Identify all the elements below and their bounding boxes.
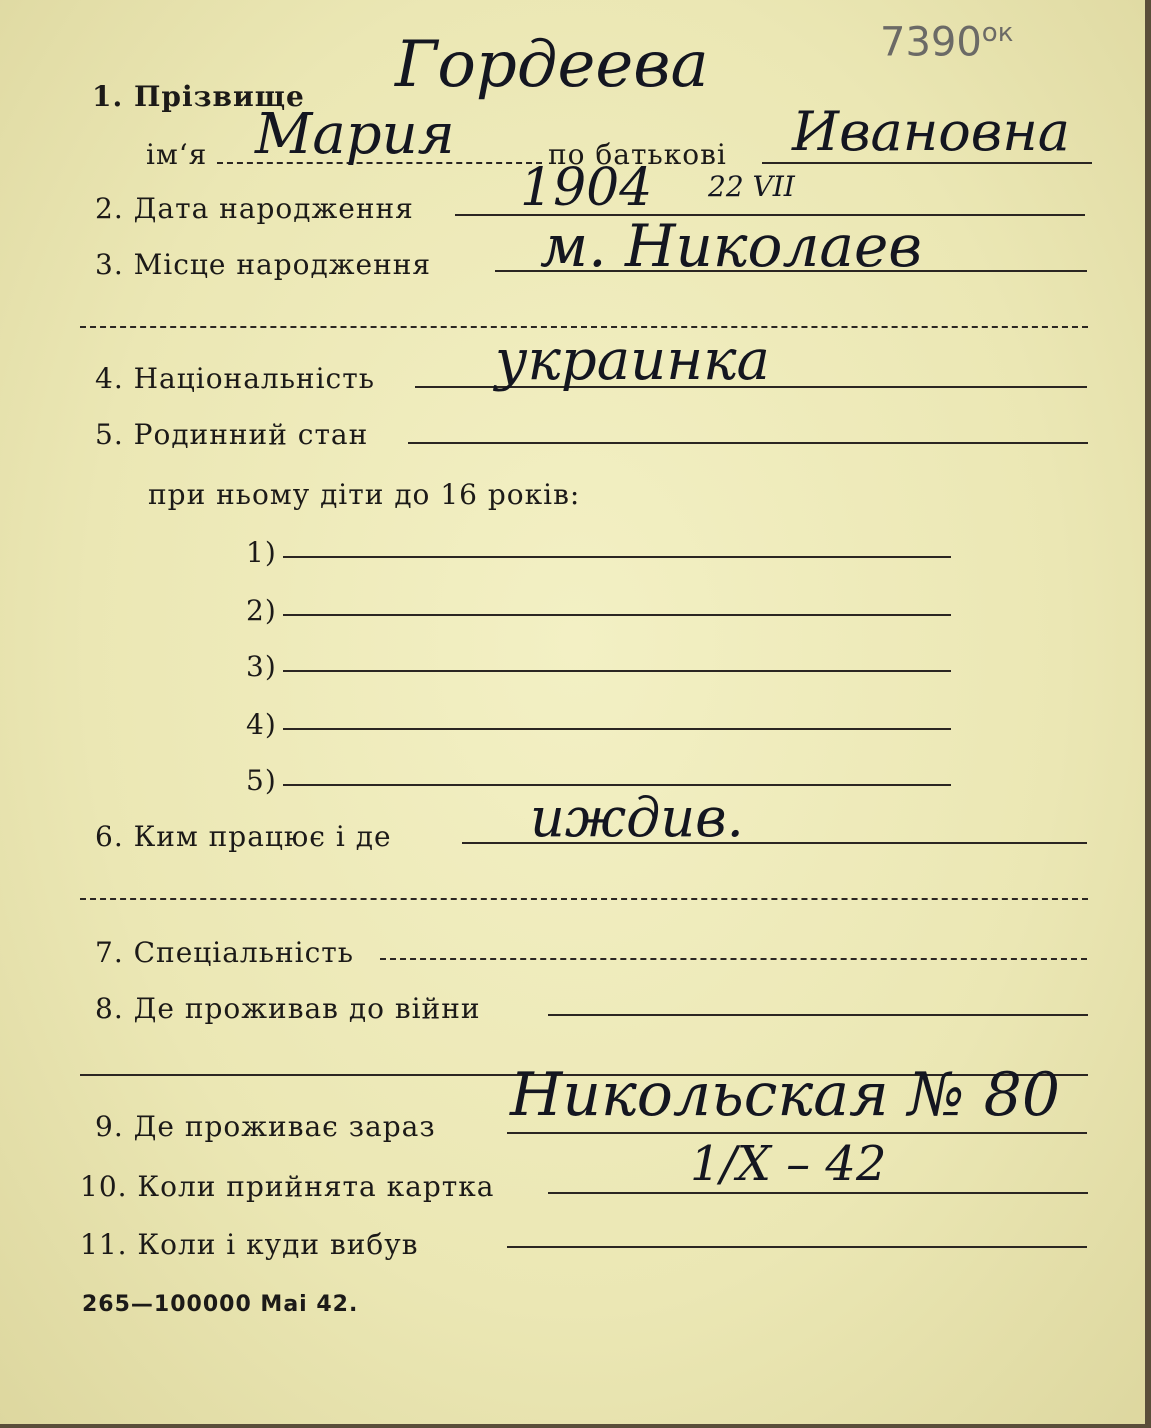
card-edge-right (1145, 0, 1151, 1428)
archive-number: $7390^{ок}$ (880, 18, 1014, 66)
child-2-line (283, 614, 951, 616)
children-label: при ньому діти до 16 років: (148, 478, 581, 511)
name-label: ім‘я (146, 138, 208, 171)
current-residence-label: 9. Де проживає зараз (95, 1110, 436, 1143)
specialty-line (380, 958, 1087, 960)
work-continuation-line (80, 898, 1088, 900)
card-date-label: 10. Коли прийнята картка (80, 1170, 495, 1203)
birth-date-label: 2. Дата народження (95, 192, 414, 225)
departed-line (507, 1246, 1087, 1248)
current-residence-value[interactable]: Никольская № 80 (510, 1060, 1060, 1130)
card-date-line (548, 1192, 1088, 1194)
name-value[interactable]: Мария (255, 102, 455, 167)
patronymic-value[interactable]: Ивановна (792, 100, 1070, 163)
work-label: 6. Ким працює і де (95, 820, 392, 853)
birth-place-label: 3. Місце народження (95, 248, 432, 281)
birth-day-value[interactable]: 22 VII (708, 170, 795, 203)
child-3-label: 3) (246, 650, 277, 683)
child-4-label: 4) (246, 708, 277, 741)
birth-place-value[interactable]: м. Николаев (540, 212, 923, 280)
current-residence-line (507, 1132, 1087, 1134)
print-run-footer: 265—100000 Mai 42. (82, 1292, 359, 1317)
birth-year-value[interactable]: 1904 (520, 158, 653, 218)
departed-label: 11. Коли і куди вибув (80, 1228, 419, 1261)
child-4-line (283, 728, 951, 730)
child-3-line (283, 670, 951, 672)
nationality-value[interactable]: украинка (495, 328, 770, 393)
specialty-label: 7. Спеціальність (95, 936, 354, 969)
surname-value[interactable]: Гордеева (395, 28, 709, 102)
marital-status-label: 5. Родинний стан (95, 418, 369, 451)
surname-label: 1. Прізвище (92, 80, 305, 113)
marital-status-line (408, 442, 1088, 444)
patronymic-label: по батькові (548, 138, 727, 171)
nationality-label: 4. Національність (95, 362, 375, 395)
prewar-residence-label: 8. Де проживав до війни (95, 992, 481, 1025)
child-1-line (283, 556, 951, 558)
prewar-residence-line (548, 1014, 1088, 1016)
archive-suffix: ок (981, 18, 1014, 48)
card-edge-bottom (0, 1424, 1151, 1428)
child-1-label: 1) (246, 536, 277, 569)
child-2-label: 2) (246, 594, 277, 627)
child-5-label: 5) (246, 764, 277, 797)
work-value[interactable]: иждив. (530, 786, 744, 849)
card-date-value[interactable]: 1/X – 42 (690, 1136, 887, 1192)
